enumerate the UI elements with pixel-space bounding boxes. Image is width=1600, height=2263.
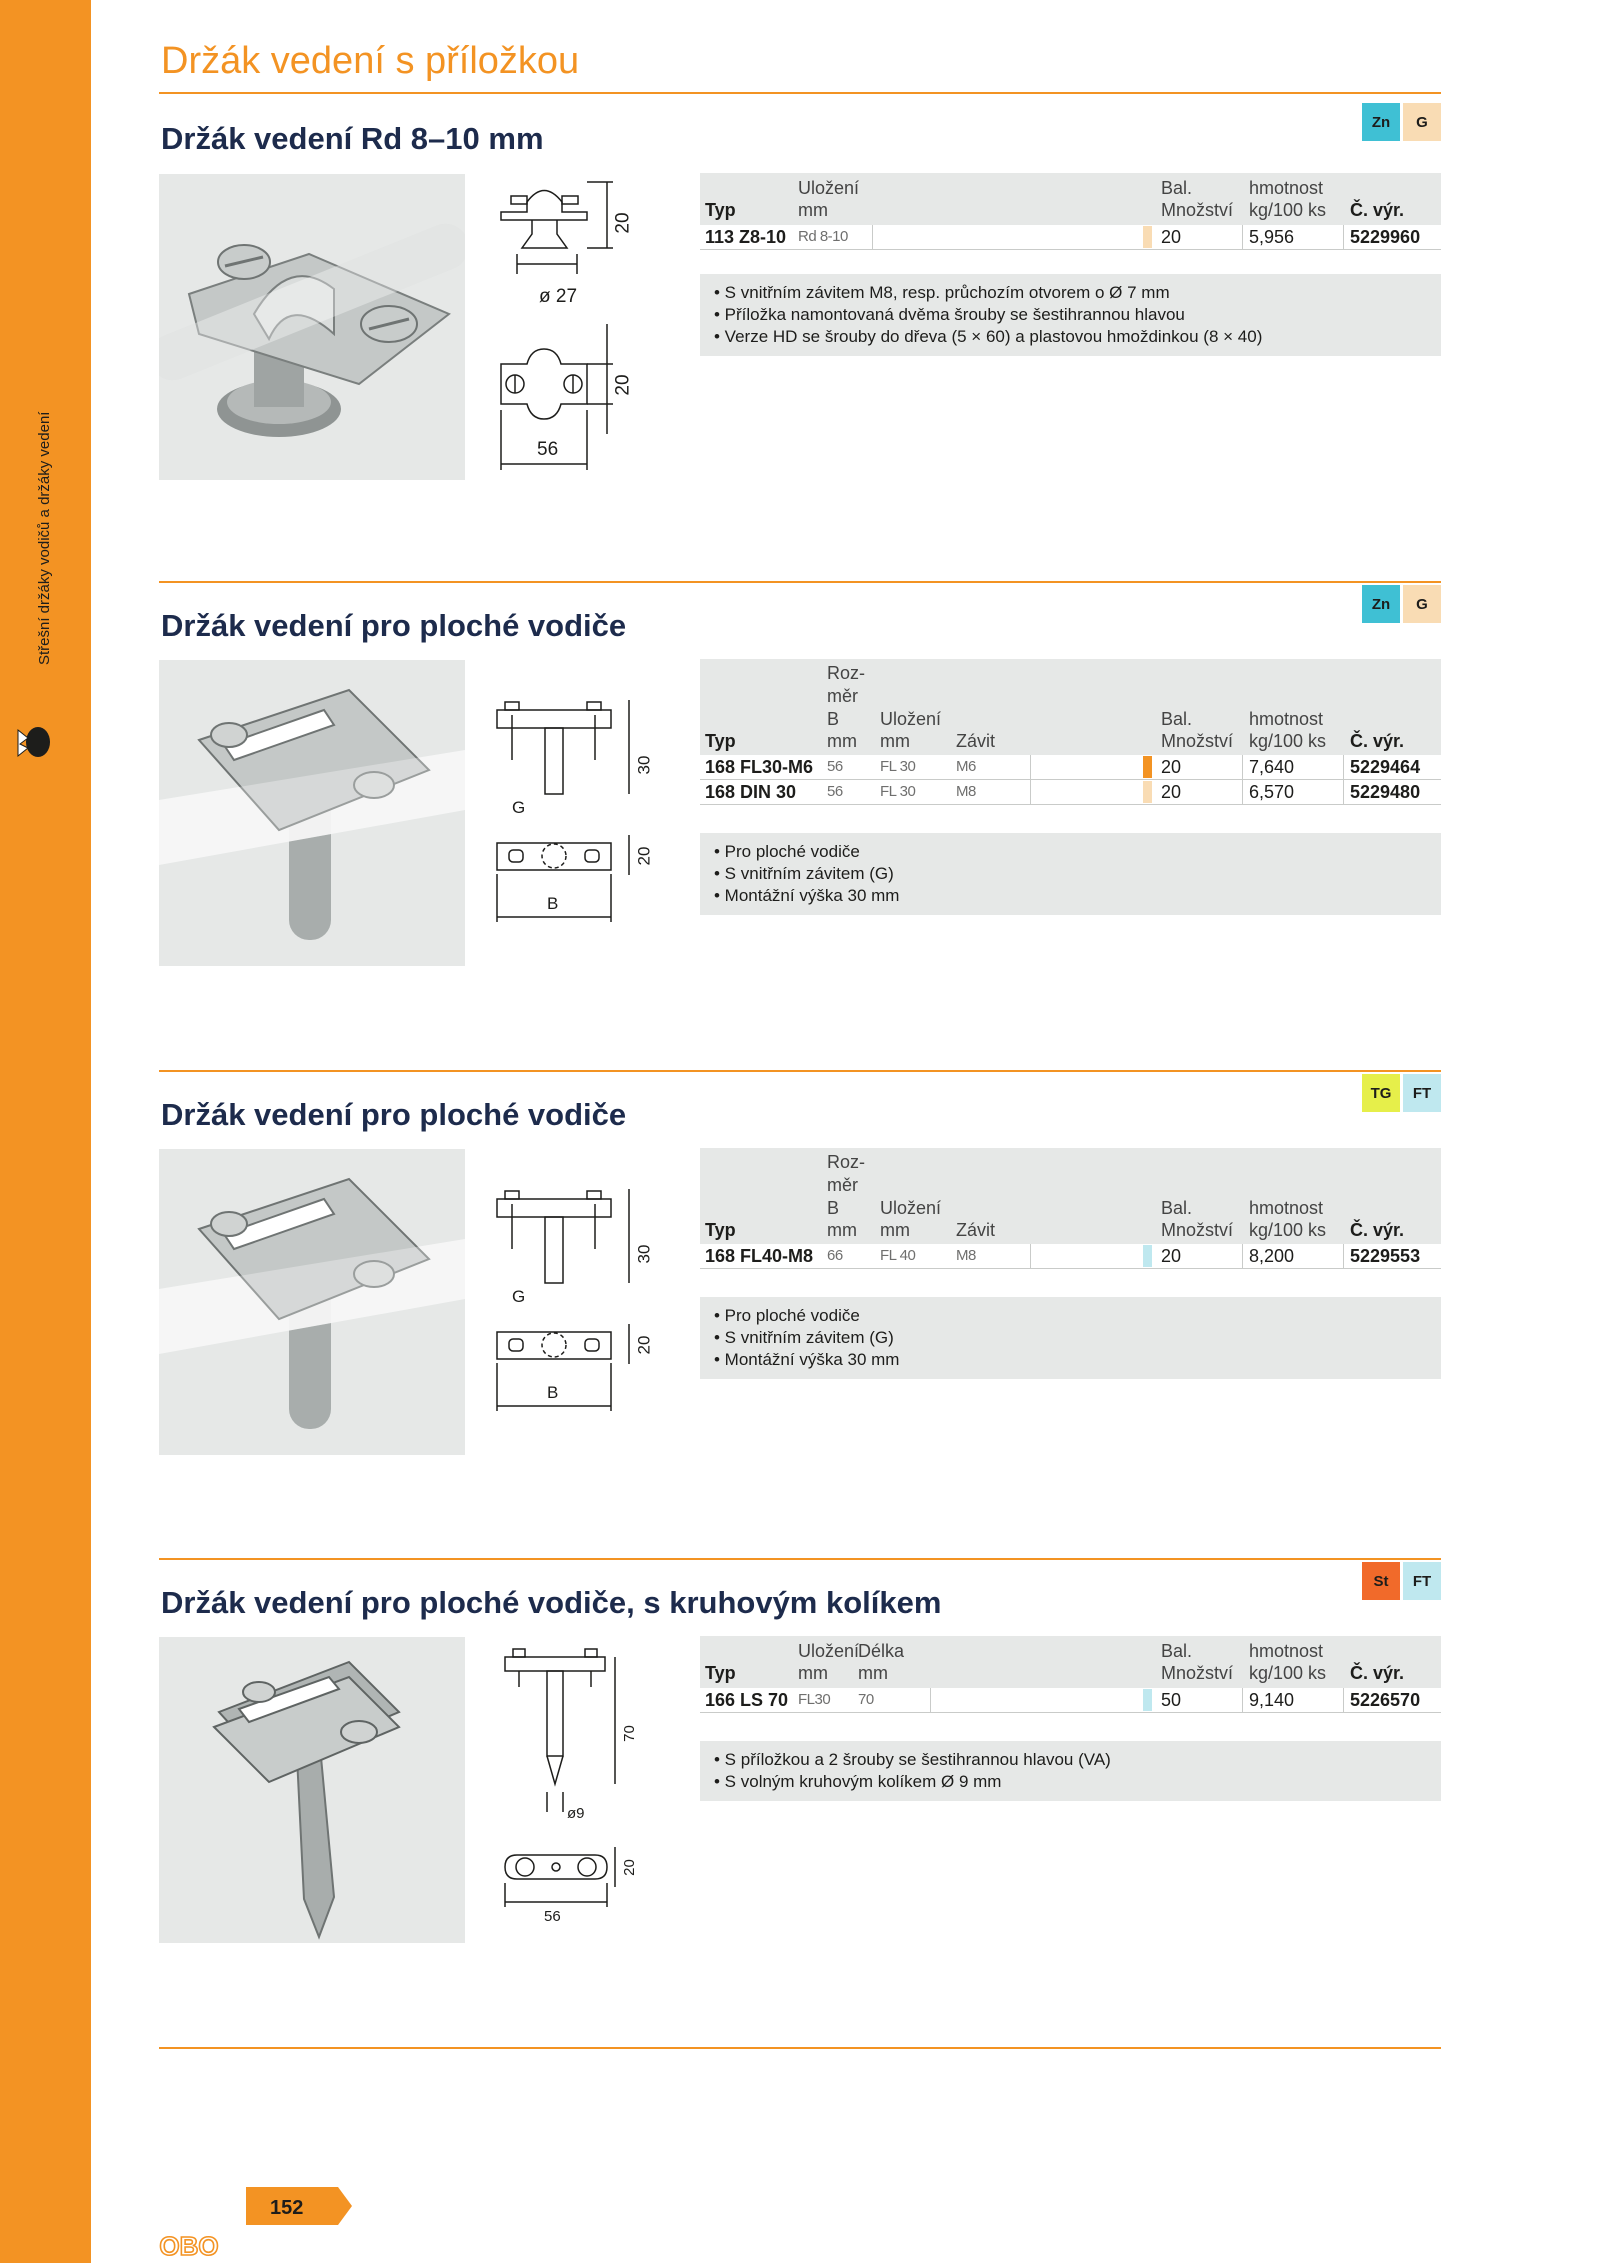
dim-height-bottom: 20 [612,374,634,396]
cell-zavit: M8 [956,1247,976,1264]
badge-zn: Zn [1362,585,1400,623]
section-rule [159,581,1441,583]
header-bal: Bal. [1161,709,1193,729]
cell-zavit: M8 [956,783,976,800]
chapter-sidebar [0,0,91,2263]
header-rozmer-1: Roz- [827,663,866,683]
cell-ulozeni: FL 30 [880,783,916,800]
header-typ: Typ [705,1220,736,1240]
note-item: • S vnitřním závitem M8, resp. průchozím otvorem o Ø 7 mm [714,283,1170,302]
header-typ: Typ [705,731,736,751]
header-hmotnost: hmotnost [1249,178,1324,198]
header-kg: kg/100 ks [1249,200,1327,220]
brand-name: OBO [159,2233,219,2261]
cell-ulozeni: FL30 [798,1691,831,1708]
cell-typ: 113 Z8-10 [705,227,787,247]
material-badges [1362,585,1441,623]
material-badges [1362,1562,1441,1600]
badge-st: St [1362,1562,1400,1600]
cell-mnozstvi: 20 [1161,757,1182,777]
note-item: • S volným kruhovým kolíkem Ø 9 mm [714,1772,1002,1791]
header-zavit: Závit [956,731,996,751]
product-section-1 [159,103,1441,473]
header-kg: kg/100 ks [1249,1220,1327,1240]
header-rozmer-2: měr [827,686,858,706]
feature-notes [700,274,1441,356]
dim-b: B [547,1383,559,1402]
header-mnozstvi: Množství [1161,1220,1234,1240]
cell-rozmer: 56 [827,783,843,800]
page-title: Držák vedení s příložkou [161,40,580,82]
product-table [700,1636,1441,1713]
badge-g: G [1403,103,1441,141]
table-row [700,780,1441,805]
header-ulozeni: Uložení [798,1641,860,1661]
cell-cislo: 5226570 [1350,1690,1421,1710]
dim-g: G [512,798,526,817]
feature-notes [700,1741,1441,1801]
table-row [700,755,1441,780]
section-title: Držák vedení pro ploché vodiče [161,1097,627,1132]
table-header [700,659,1441,755]
dim-height-bottom: 20 [620,1859,638,1876]
header-bal: Bal. [1161,178,1193,198]
header-rozmer-unit: mm [827,731,857,751]
dim-g: G [512,1287,526,1306]
cell-zavit: M6 [956,758,976,775]
badge-ft: FT [1403,1074,1441,1112]
finish-swatch [1143,226,1152,248]
dim-height-top: 30 [634,755,654,775]
header-zavit: Závit [956,1220,996,1240]
material-badges [1362,103,1441,141]
note-item: • Verze HD se šrouby do dřeva (5 × 60) a plastovou hmoždinkou (8 × 40) [714,327,1263,346]
product-table [700,173,1441,250]
header-kg: kg/100 ks [1249,1663,1327,1683]
note-item: • S příložkou a 2 šrouby se šestihrannou hlavou (VA) [714,1750,1111,1769]
product-section-3 [159,1074,1441,1464]
header-rozmer-2: měr [827,1175,858,1195]
cell-typ: 166 LS 70 [705,1690,789,1710]
page-number: 152 [270,2197,304,2219]
cell-typ: 168 FL30-M6 [705,757,814,777]
header-typ: Typ [705,1663,736,1683]
feature-notes [700,833,1441,915]
header-ulozeni: Uložení [880,1198,942,1218]
obo-logo-icon [148,2233,230,2263]
header-hmotnost: hmotnost [1249,1198,1324,1218]
header-delka: Délka [858,1641,905,1661]
badge-g: G [1403,585,1441,623]
finish-swatch [1143,756,1152,778]
dim-height-top: 70 [620,1725,638,1742]
note-item: • S vnitřním závitem (G) [714,1328,894,1347]
header-kg: kg/100 ks [1249,731,1327,751]
header-unit: mm [798,200,828,220]
header-mnozstvi: Množství [1161,1663,1234,1683]
cell-hmotnost: 9,140 [1249,1690,1295,1710]
product-table [700,1148,1441,1269]
header-bal: Bal. [1161,1641,1193,1661]
title-rule [159,92,1441,94]
cell-delka: 70 [858,1691,874,1708]
cell-cislo: 5229464 [1350,757,1421,777]
cell-rozmer: 56 [827,758,843,775]
note-item: • Pro ploché vodiče [714,1306,860,1325]
section-title: Držák vedení pro ploché vodiče [161,608,627,643]
dim-diameter: ø 27 [539,286,578,307]
header-ulozeni-unit: mm [880,1220,910,1240]
product-photo [159,660,465,966]
product-photo [159,174,465,480]
cell-mnozstvi: 50 [1161,1690,1182,1710]
section-rule [159,1558,1441,1560]
header-cislo: Č. výr. [1350,200,1405,220]
cell-mnozstvi: 20 [1161,1246,1182,1266]
dim-width: 56 [544,1908,561,1925]
material-badges [1362,1074,1441,1112]
cell-typ: 168 FL40-M8 [705,1246,814,1266]
table-header [700,1148,1441,1244]
cell-ulozeni: FL 40 [880,1247,916,1264]
dim-height-bottom: 20 [634,1335,654,1355]
header-cislo: Č. výr. [1350,1220,1405,1240]
header-mnozstvi: Množství [1161,200,1234,220]
table-row [700,225,1441,250]
product-photo [159,1637,465,1943]
dim-height-top: 30 [634,1244,654,1264]
header-bal: Bal. [1161,1198,1193,1218]
note-item: • S vnitřním závitem (G) [714,864,894,883]
cell-cislo: 5229960 [1350,227,1421,247]
header-ulozeni: Uložení [880,709,942,729]
cell-mnozstvi: 20 [1161,227,1182,247]
product-section-2 [159,585,1441,975]
note-item: • Pro ploché vodiče [714,842,860,861]
header-ulozeni-unit: mm [798,1663,828,1683]
section-rule [159,1070,1441,1072]
product-photo [159,1149,465,1455]
header-rozmer-3: B [827,709,840,729]
header-hmotnost: hmotnost [1249,709,1324,729]
table-header [700,173,1441,225]
header-cislo: Č. výr. [1350,1663,1405,1683]
header-rozmer-unit: mm [827,1220,857,1240]
table-header [700,1636,1441,1688]
header-cislo: Č. výr. [1350,731,1405,751]
dim-height-bottom: 20 [634,846,654,866]
section-title: Držák vedení pro ploché vodiče, s kruhovým kolíkem [161,1585,942,1620]
header-rozmer-1: Roz- [827,1152,866,1172]
cell-hmotnost: 6,570 [1249,782,1295,802]
product-section-4 [159,1562,1441,1952]
section-title: Držák vedení Rd 8–10 mm [161,121,544,156]
header-typ: Typ [705,200,736,220]
dim-diameter: ø9 [567,1805,585,1822]
cell-typ: 168 DIN 30 [705,782,797,802]
header-rozmer-3: B [827,1198,840,1218]
finish-swatch [1143,1245,1152,1267]
dim-height-top: 20 [612,212,634,234]
table-row [700,1244,1441,1269]
cell-ulozeni: Rd 8-10 [798,228,848,245]
section-rule [159,2047,1441,2049]
cell-hmotnost: 8,200 [1249,1246,1295,1266]
badge-zn: Zn [1362,103,1400,141]
dim-width: 56 [537,439,559,460]
note-item: • Příložka namontovaná dvěma šrouby se šestihrannou hlavou [714,305,1185,324]
cell-mnozstvi: 20 [1161,782,1182,802]
feature-notes [700,1297,1441,1379]
cell-hmotnost: 5,956 [1249,227,1295,247]
header-hmotnost: hmotnost [1249,1641,1324,1661]
badge-ft: FT [1403,1562,1441,1600]
finish-swatch [1143,1689,1152,1711]
cell-rozmer: 66 [827,1247,843,1264]
cell-cislo: 5229480 [1350,782,1421,802]
badge-tg: TG [1362,1074,1400,1112]
header-ulozeni: Uložení [798,178,860,198]
cell-hmotnost: 7,640 [1249,757,1295,777]
note-item: • Montážní výška 30 mm [714,886,900,905]
table-row [700,1688,1441,1713]
chapter-marker-icon [14,722,54,762]
note-item: • Montážní výška 30 mm [714,1350,900,1369]
dim-b: B [547,894,559,913]
finish-swatch [1143,781,1152,803]
cell-cislo: 5229553 [1350,1246,1421,1266]
product-table [700,659,1441,805]
header-ulozeni-unit: mm [880,731,910,751]
cell-ulozeni: FL 30 [880,758,916,775]
chapter-label: Střešní držáky vodičů a držáky vedení [36,411,53,665]
header-mnozstvi: Množství [1161,731,1234,751]
header-delka-unit: mm [858,1663,888,1683]
